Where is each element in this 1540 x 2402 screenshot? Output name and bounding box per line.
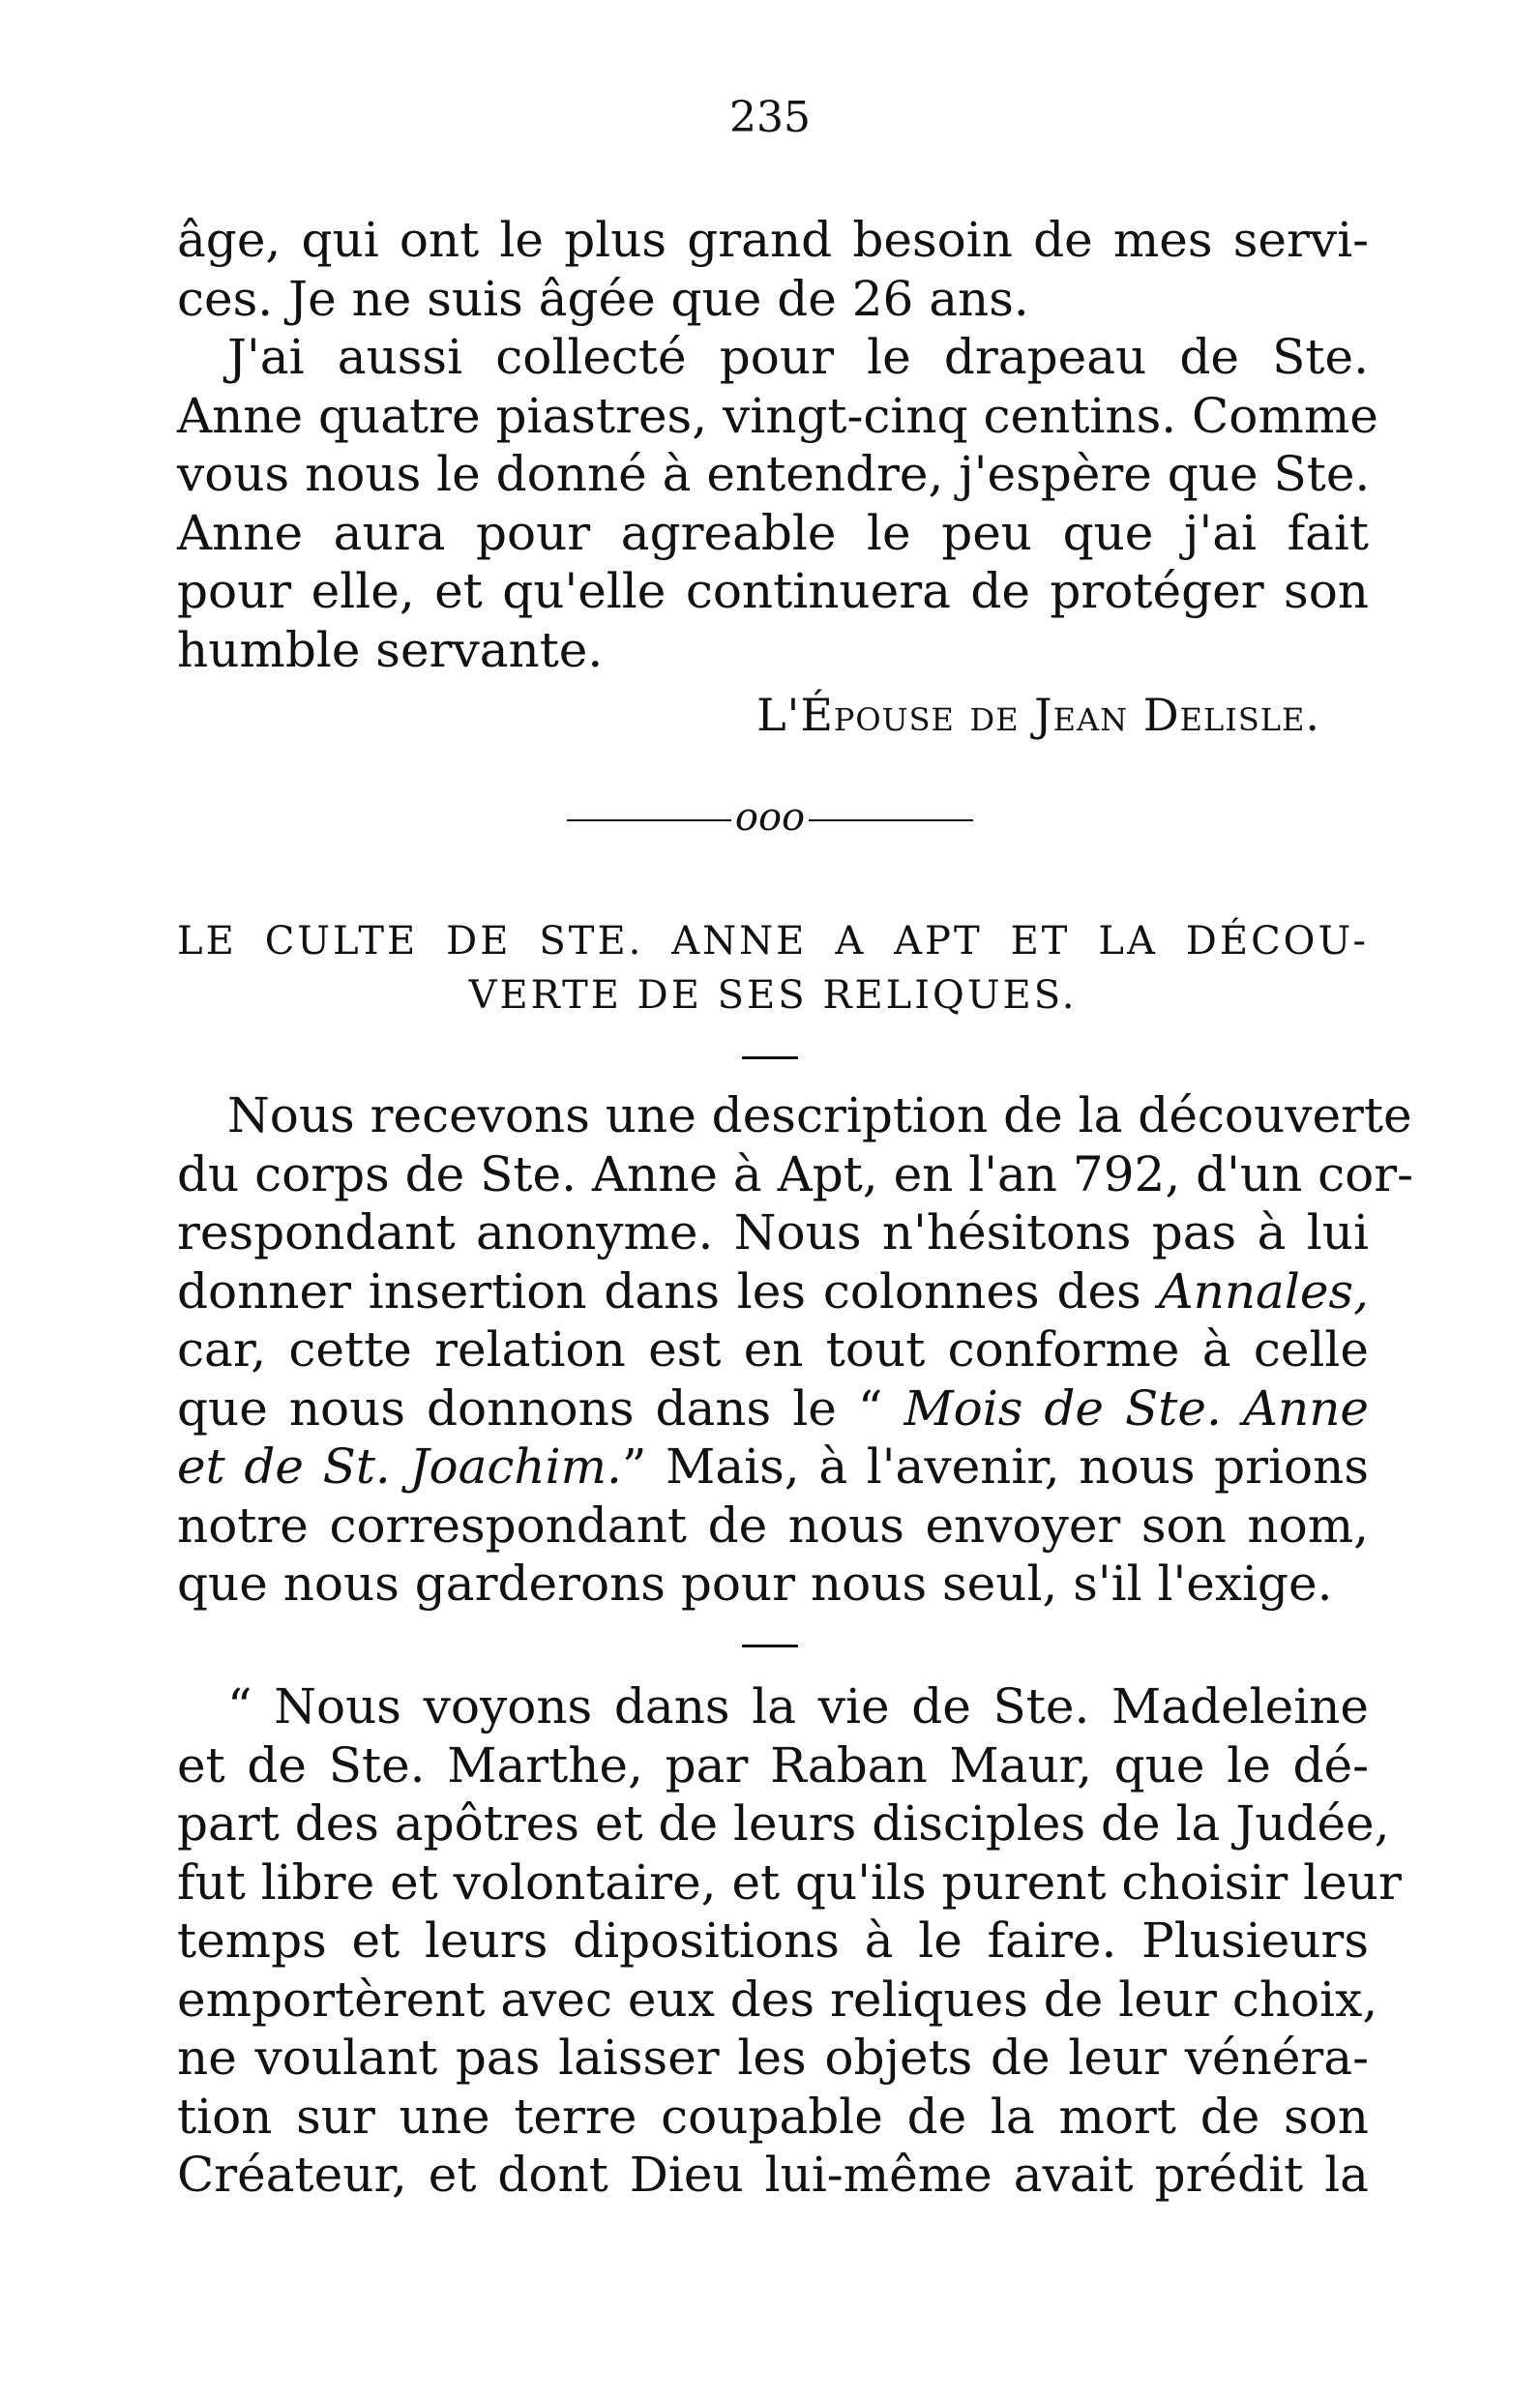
text-fragment: que nous donnons dans le “ [177, 1379, 904, 1437]
text-line: respondant anonyme. Nous n'hésitons pas à lui [177, 1204, 1369, 1260]
text-line: pour elle, et qu'elle continuera de protéger son [177, 563, 1369, 619]
text-line: âge, qui ont le plus grand besoin de mes servi- [177, 212, 1369, 268]
text-line: et de Ste. Marthe, par Raban Maur, que le dé- [177, 1736, 1369, 1794]
page-number: 235 [729, 93, 811, 142]
text-line: “ Nous voyons dans la vie de Ste. Madeleine [227, 1678, 1369, 1735]
intro-paragraph [177, 1086, 1414, 1614]
text-line: fut libre et volontaire, et qu'ils purent choisir leur [177, 1853, 1402, 1911]
text-line: tion sur une terre coupable de la mort de son [177, 2088, 1369, 2145]
text-line: du corps de Ste. Anne à Apt, en l'an 792, d'un cor- [177, 1145, 1414, 1202]
italic-title: et de St. Joachim. [177, 1438, 622, 1495]
text-line: Anne quatre piastres, vingt-cinq centins. Comme [177, 387, 1378, 444]
text-line: ne voulant pas laisser les objets de leur vénéra- [177, 2030, 1369, 2086]
text-line: que nous garderons pour nous seul, s'il l'exige. [177, 1556, 1333, 1612]
text-line: humble servante. [177, 621, 604, 678]
text-line: vous nous le donné à entendre, j'espère que Ste. [177, 446, 1371, 502]
article-heading [177, 914, 1369, 1023]
text-line: notre correspondant de nous envoyer son nom, [177, 1497, 1369, 1554]
separator-rule-left [567, 819, 731, 821]
text-line: emportèrent avec eux des reliques de leur choix, [177, 1971, 1378, 2028]
text-line: ces. Je ne suis âgée que de 26 ans. [177, 270, 1029, 327]
short-rule [0, 1645, 1540, 1647]
text-line: part des apôtres et de leurs disciples de la Judée, [177, 1795, 1390, 1852]
text-line: Créateur, et dont Dieu lui-même avait prédit la [177, 2147, 1369, 2203]
text-line: car, cette relation est en tout conforme à celle [177, 1321, 1369, 1378]
separator-ornament: ooo [734, 795, 806, 840]
quoted-paragraph [177, 1677, 1402, 2205]
separator-rule-right [809, 819, 973, 821]
heading-line: LE CULTE DE STE. ANNE A APT ET LA DÉCOU- [177, 919, 1369, 964]
text-fragment: ” Mais, à l'avenir, nous prions [621, 1438, 1369, 1495]
text-fragment: donner insertion dans les colonnes des [177, 1262, 1159, 1320]
short-rule [0, 1056, 1540, 1059]
heading-line: VERTE DE SES RELIQUES. [468, 973, 1078, 1018]
text-line: temps et leurs dipositions à le faire. Plusieurs [177, 1913, 1369, 1969]
signature: L'Épouse de Jean Delisle. [756, 689, 1320, 741]
italic-title: Annales, [1158, 1262, 1369, 1320]
text-line [177, 1262, 1369, 1321]
text-line [177, 1379, 1369, 1438]
text-line: Nous recevons une description de la découverte [227, 1087, 1412, 1143]
letter-continuation [177, 211, 1378, 679]
text-line [177, 1438, 1369, 1497]
text-line: J'ai aussi collecté pour le drapeau de Ste. [227, 329, 1369, 385]
text-line: Anne aura pour agreable le peu que j'ai fait [177, 504, 1369, 561]
italic-title: Mois de Ste. Anne [903, 1379, 1369, 1437]
section-separator [0, 795, 1540, 840]
